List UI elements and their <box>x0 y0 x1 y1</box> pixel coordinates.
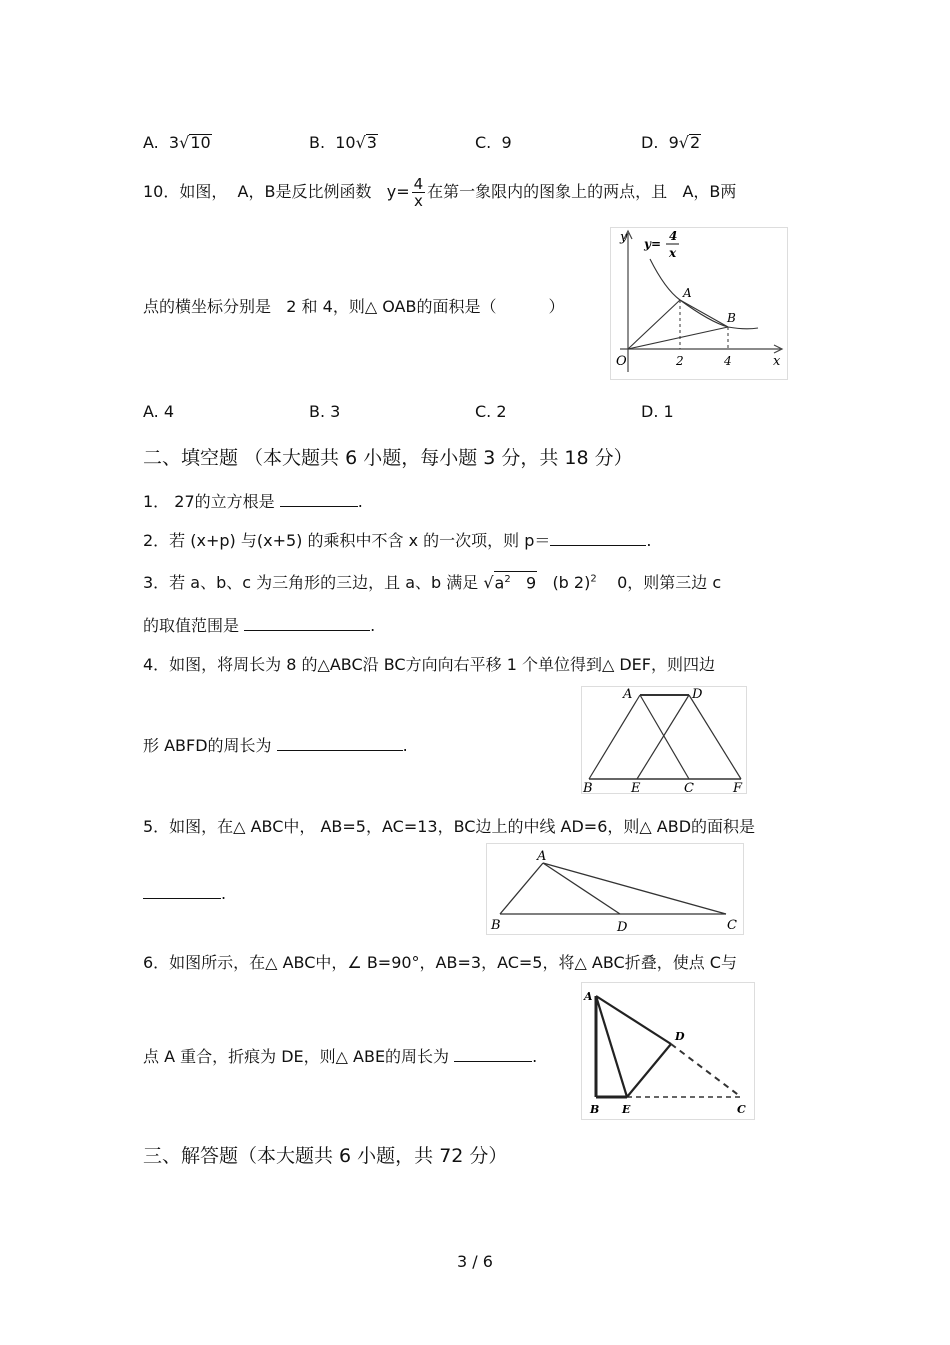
fill-q6-line1: 6．如图所示，在△ ABC中，∠ B=90°，AB=3，AC=5，将△ ABC折叠，使点 C与 <box>143 953 737 972</box>
q10-function-fraction: $\frac{4}{x}$ <box>413 175 424 210</box>
q10-option-b: B. 3 <box>309 402 341 421</box>
q10-fig-tick-4: 4 <box>724 354 732 368</box>
section-3-heading: 三、解答题（本大题共 6 小题，共 72 分） <box>143 1145 508 1167</box>
q10-fig-x-label: x <box>773 354 781 369</box>
fill-q5-figure <box>486 843 744 935</box>
fill-q1: 1． 27的立方根是 . <box>143 492 363 511</box>
page-number: 3 / 6 <box>457 1252 493 1271</box>
fill-q6-figure <box>581 982 755 1120</box>
q9-option-d: D. 9√2 <box>641 133 701 152</box>
q10-figure-graph <box>610 227 788 380</box>
q4-fig-label-a: A <box>623 687 633 702</box>
fill-q5-line2: . <box>143 884 226 903</box>
q6-fig-label-a: A <box>584 990 593 1003</box>
section-2-heading: 二、填空题 （本大题共 6 小题，每小题 3 分，共 18 分） <box>143 447 633 469</box>
q9-option-a: A. 3√10 <box>143 133 211 152</box>
q5-fig-label-c: C <box>727 918 737 933</box>
fill-q3-line2: 的取值范围是 . <box>143 616 376 635</box>
q4-fig-label-e: E <box>631 781 641 794</box>
q10-option-a: A. 4 <box>143 402 175 421</box>
q6-fig-label-d: D <box>675 1030 685 1043</box>
q10-fig-func-label: y= <box>644 237 662 251</box>
q9-option-b: B. 10√3 <box>309 133 377 152</box>
q10-fig-func-num: 4 <box>669 229 678 243</box>
fill-q5-line1: 5．如图，在△ ABC中， AB=5，AC=13，BC边上的中线 AD=6，则△ ABD的面积是 <box>143 817 756 836</box>
fill-q4-figure <box>581 686 747 794</box>
q10-fig-point-b: B <box>727 311 736 325</box>
q4-fig-label-b: B <box>583 781 593 794</box>
fill-q4-line1: 4．如图，将周长为 8 的△ABC沿 BC方向向右平移 1 个单位得到△ DEF，则四边 <box>143 655 715 674</box>
q6-fig-label-b: B <box>590 1103 600 1116</box>
q10-fig-y-label: y <box>620 230 628 245</box>
q10-option-c: C. 2 <box>475 402 507 421</box>
q10-fig-func-den: x <box>669 246 677 260</box>
fill-q2: 2．若 (x+p) 与(x+5) 的乘积中不含 x 的一次项，则 p＝ . <box>143 531 652 550</box>
q10-option-d: D. 1 <box>641 402 674 421</box>
q10-fig-origin: O <box>616 354 627 369</box>
q5-fig-label-a: A <box>537 849 547 864</box>
q5-fig-label-d: D <box>617 920 628 935</box>
q4-fig-label-c: C <box>684 781 694 794</box>
q5-fig-label-b: B <box>491 918 501 933</box>
q6-fig-label-e: E <box>622 1103 631 1116</box>
q10-fig-tick-2: 2 <box>676 354 684 368</box>
fill-q4-line2: 形 ABFD的周长为 . <box>143 736 408 755</box>
q10-stem-line2: 点的横坐标分别是 2 和 4，则△ OAB的面积是（ ） <box>143 297 565 316</box>
q9-option-c: C. 9 <box>475 133 512 152</box>
q10-stem-line1: 10．如图， A，B是反比例函数 y= $\frac{4}{x}$ 在第一象限内的图象上的两点，且 A，B两 <box>143 175 737 210</box>
q6-fig-label-c: C <box>737 1103 746 1116</box>
q4-fig-label-f: F <box>733 781 743 794</box>
q4-fig-label-d: D <box>692 687 703 702</box>
fill-q3-line1: 3．若 a、b、c 为三角形的三边，且 a、b 满足 $√a^2$ 9 (b 2)$^2$ 0，则第三边 c <box>143 570 721 593</box>
q10-fig-point-a: A <box>683 286 692 300</box>
fill-q6-line2: 点 A 重合，折痕为 DE，则△ ABE的周长为 . <box>143 1047 538 1066</box>
